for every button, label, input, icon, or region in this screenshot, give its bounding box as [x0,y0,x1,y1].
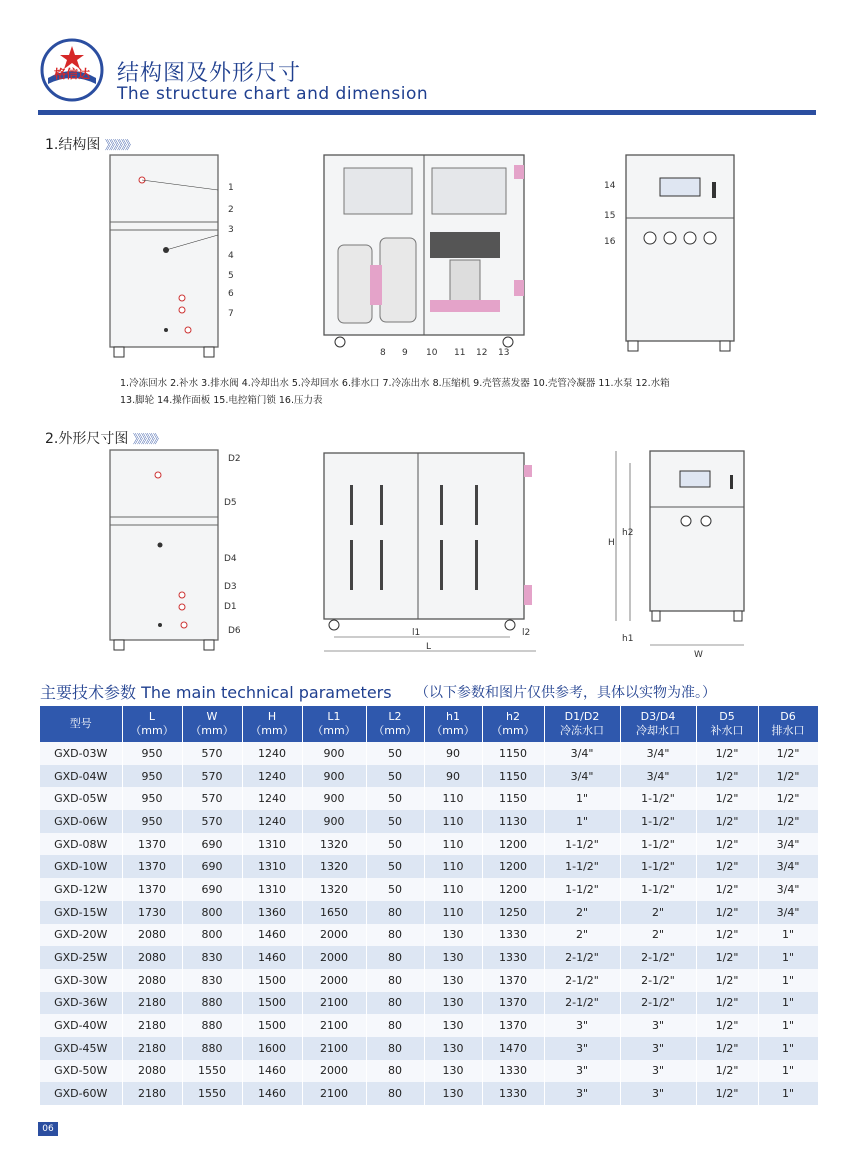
svg-text:h1: h1 [622,634,634,644]
table-cell: 1" [758,946,818,969]
table-cell: 2180 [122,992,182,1015]
legend-line-2: 13.脚轮 14.操作面板 15.电控箱门锁 16.压力表 [120,395,323,406]
table-cell: 800 [182,901,242,924]
table-cell: 1500 [242,969,302,992]
column-header: D6 排水口 [758,706,818,742]
table-cell: 1600 [242,1037,302,1060]
table-cell: 110 [424,878,482,901]
table-cell: 950 [122,787,182,810]
table-cell: 1240 [242,810,302,833]
table-cell: 1/2" [696,878,758,901]
table-cell: 1150 [482,742,544,765]
structure-internal-view [320,150,540,365]
svg-text:D2: D2 [228,454,241,464]
column-header: L1 （mm） [302,706,366,742]
table-cell: 80 [366,1082,424,1105]
svg-text:D1: D1 [224,602,237,612]
table-cell: 2-1/2" [544,946,620,969]
table-cell: 110 [424,787,482,810]
dimension-front-doors-view [320,445,550,660]
table-cell: 2000 [302,924,366,947]
model-cell: GXD-15W [40,901,122,924]
table-cell: 900 [302,810,366,833]
table-cell: 1" [758,1060,818,1083]
section2-label: 2.外形尺寸图 》》》》》》 [45,431,163,447]
table-cell: 1-1/2" [620,833,696,856]
table-row [40,969,818,992]
table-cell: 1330 [482,946,544,969]
section1-label: 1.结构图 》》》》》》 [45,137,135,153]
svg-text:D5: D5 [224,498,237,508]
table-cell: 1" [758,992,818,1015]
table-cell: 80 [366,1060,424,1083]
table-row [40,946,818,969]
table-cell: 690 [182,855,242,878]
table-cell: 1460 [242,1060,302,1083]
table-cell: 1460 [242,946,302,969]
model-cell: GXD-50W [40,1060,122,1083]
table-cell: 1250 [482,901,544,924]
table-cell: 130 [424,924,482,947]
table-cell: 1500 [242,992,302,1015]
table-cell: 1" [544,810,620,833]
table-cell: 1" [544,787,620,810]
model-cell: GXD-10W [40,855,122,878]
table-cell: 950 [122,810,182,833]
table-cell: 1370 [482,969,544,992]
dimension-side-view [600,445,760,660]
table-cell: 1/2" [696,1037,758,1060]
table-cell: 130 [424,992,482,1015]
svg-text:16: 16 [604,237,616,247]
table-cell: 3" [544,1082,620,1105]
table-cell: 1550 [182,1082,242,1105]
table-cell: 3" [620,1014,696,1037]
table-cell: 80 [366,1014,424,1037]
table-cell: 1330 [482,924,544,947]
table-cell: 1730 [122,901,182,924]
table-cell: 110 [424,855,482,878]
table-cell: 1/2" [696,1014,758,1037]
table-cell: 3/4" [620,765,696,788]
table-cell: 1370 [122,833,182,856]
svg-text:D6: D6 [228,626,241,636]
table-cell: 1650 [302,901,366,924]
table-cell: 900 [302,742,366,765]
model-cell: GXD-12W [40,878,122,901]
svg-text:5: 5 [228,271,234,281]
table-cell: 80 [366,969,424,992]
page-number: 06 [38,1122,58,1136]
table-row [40,833,818,856]
table-cell: 3/4" [544,742,620,765]
table-cell: 1/2" [758,787,818,810]
table-cell: 1" [758,1014,818,1037]
table-cell: 3" [620,1082,696,1105]
table-cell: 1320 [302,878,366,901]
table-cell: 1/2" [696,810,758,833]
model-cell: GXD-20W [40,924,122,947]
table-cell: 1/2" [696,946,758,969]
table-cell: 3/4" [758,878,818,901]
table-cell: 1-1/2" [544,855,620,878]
model-cell: GXD-60W [40,1082,122,1105]
table-cell: 1200 [482,833,544,856]
svg-text:D3: D3 [224,582,237,592]
table-cell: 2100 [302,1037,366,1060]
table-cell: 110 [424,901,482,924]
legend-line-1: 1.冷冻回水 2.补水 3.排水阀 4.冷却出水 5.冷却回水 6.排水口 7.冷冻出水 8.压缩机 9.壳管蒸发器 10.壳管冷凝器 11.水泵 12.水箱 [120,378,670,389]
table-cell: 3/4" [758,855,818,878]
page-title-cn: 结构图及外形尺寸 [117,61,302,86]
table-cell: 1/2" [696,833,758,856]
company-logo [40,38,104,102]
table-cell: 1/2" [696,787,758,810]
column-header: L2 （mm） [366,706,424,742]
table-cell: 2" [620,924,696,947]
table-cell: 1370 [482,992,544,1015]
table-cell: 2" [544,901,620,924]
table-cell: 1" [758,1082,818,1105]
table-cell: 690 [182,878,242,901]
table-cell: 1500 [242,1014,302,1037]
table-cell: 3" [544,1037,620,1060]
table-cell: 130 [424,1037,482,1060]
table-cell: 1-1/2" [544,833,620,856]
table-cell: 1360 [242,901,302,924]
table-cell: 1470 [482,1037,544,1060]
table-cell: 2180 [122,1014,182,1037]
header-rule [38,110,816,115]
table-cell: 1330 [482,1082,544,1105]
component-legend [120,375,760,409]
table-header-row [40,706,818,742]
model-cell: GXD-03W [40,742,122,765]
table-cell: 3" [620,1060,696,1083]
table-cell: 1-1/2" [544,878,620,901]
svg-text:1: 1 [228,183,234,193]
table-cell: 1310 [242,878,302,901]
table-cell: 1/2" [696,742,758,765]
column-header: D5 补水口 [696,706,758,742]
svg-text:9: 9 [402,348,408,358]
table-row [40,924,818,947]
model-cell: GXD-06W [40,810,122,833]
svg-text:L: L [426,642,432,652]
svg-text:14: 14 [604,181,616,191]
column-header: h2 （mm） [482,706,544,742]
table-cell: 1370 [122,855,182,878]
page-title-en: The structure chart and dimension [117,84,429,104]
table-cell: 2-1/2" [544,969,620,992]
table-cell: 50 [366,742,424,765]
table-row [40,765,818,788]
svg-text:8: 8 [380,348,386,358]
table-cell: 1/2" [696,855,758,878]
svg-text:10: 10 [426,348,438,358]
structure-side-view [600,150,750,365]
table-cell: 2180 [122,1082,182,1105]
table-cell: 1310 [242,855,302,878]
column-header: 型号 [40,706,122,742]
column-header: h1 （mm） [424,706,482,742]
table-cell: 2180 [122,1037,182,1060]
table-cell: 2100 [302,1082,366,1105]
table-cell: 2080 [122,1060,182,1083]
table-cell: 3" [544,1014,620,1037]
table-cell: 800 [182,924,242,947]
table-cell: 2080 [122,924,182,947]
table-cell: 1320 [302,855,366,878]
svg-text:7: 7 [228,309,234,319]
table-cell: 900 [302,787,366,810]
table-cell: 1550 [182,1060,242,1083]
table-row [40,810,818,833]
table-cell: 1" [758,969,818,992]
table-cell: 1/2" [696,901,758,924]
table-cell: 2-1/2" [620,992,696,1015]
spec-table [40,706,819,1105]
table-cell: 1/2" [758,742,818,765]
table-cell: 880 [182,1037,242,1060]
table-cell: 1/2" [696,765,758,788]
table-cell: 3/4" [758,833,818,856]
table-cell: 1150 [482,787,544,810]
table-row [40,787,818,810]
table-cell: 3/4" [620,742,696,765]
table-cell: 3" [620,1037,696,1060]
table-cell: 1460 [242,1082,302,1105]
model-cell: GXD-40W [40,1014,122,1037]
svg-text:4: 4 [228,251,234,261]
table-cell: 2000 [302,946,366,969]
table-cell: 880 [182,1014,242,1037]
table-cell: 690 [182,833,242,856]
table-cell: 1240 [242,787,302,810]
table-row [40,1037,818,1060]
table-cell: 1/2" [758,765,818,788]
table-cell: 1130 [482,810,544,833]
table-cell: 1310 [242,833,302,856]
table-cell: 130 [424,969,482,992]
table-cell: 570 [182,742,242,765]
table-cell: 900 [302,765,366,788]
table-cell: 2080 [122,969,182,992]
params-note: （以下参数和图片仅供参考，具体以实物为准。） [415,685,716,701]
table-cell: 1/2" [696,924,758,947]
table-cell: 1200 [482,855,544,878]
svg-text:l1: l1 [412,628,421,638]
table-cell: 570 [182,765,242,788]
table-cell: 2100 [302,1014,366,1037]
table-cell: 1-1/2" [620,878,696,901]
table-cell: 830 [182,946,242,969]
table-cell: 1/2" [696,992,758,1015]
table-cell: 1/2" [758,810,818,833]
column-header: W （mm） [182,706,242,742]
model-cell: GXD-08W [40,833,122,856]
table-cell: 1/2" [696,969,758,992]
table-row [40,1014,818,1037]
table-cell: 3" [544,1060,620,1083]
model-cell: GXD-45W [40,1037,122,1060]
table-row [40,992,818,1015]
table-cell: 1-1/2" [620,810,696,833]
table-cell: 80 [366,1037,424,1060]
table-cell: 1200 [482,878,544,901]
svg-text:2: 2 [228,205,234,215]
table-cell: 1" [758,924,818,947]
svg-text:13: 13 [498,348,510,358]
table-cell: 110 [424,810,482,833]
table-cell: 130 [424,946,482,969]
svg-text:l2: l2 [522,628,531,638]
model-cell: GXD-36W [40,992,122,1015]
table-cell: 880 [182,992,242,1015]
table-row [40,1060,818,1083]
svg-text:15: 15 [604,211,616,221]
table-cell: 2000 [302,1060,366,1083]
table-cell: 950 [122,765,182,788]
table-cell: 1460 [242,924,302,947]
table-cell: 3/4" [544,765,620,788]
table-cell: 1" [758,1037,818,1060]
table-cell: 80 [366,901,424,924]
table-cell: 50 [366,833,424,856]
table-cell: 80 [366,924,424,947]
table-cell: 830 [182,969,242,992]
table-cell: 130 [424,1060,482,1083]
table-cell: 1240 [242,765,302,788]
svg-text:12: 12 [476,348,488,358]
table-cell: 2-1/2" [544,992,620,1015]
table-cell: 80 [366,946,424,969]
column-header: D3/D4 冷却水口 [620,706,696,742]
table-cell: 110 [424,833,482,856]
table-cell: 2000 [302,969,366,992]
table-cell: 1-1/2" [620,855,696,878]
table-cell: 90 [424,742,482,765]
model-cell: GXD-30W [40,969,122,992]
table-cell: 90 [424,765,482,788]
table-cell: 1/2" [696,1082,758,1105]
table-cell: 2" [544,924,620,947]
section1-arrows: 》》》》》》 [104,138,135,152]
table-cell: 2" [620,901,696,924]
table-cell: 50 [366,765,424,788]
model-cell: GXD-25W [40,946,122,969]
svg-text:11: 11 [454,348,466,358]
table-cell: 1150 [482,765,544,788]
table-row [40,742,818,765]
table-cell: 50 [366,855,424,878]
table-row [40,901,818,924]
table-row [40,1082,818,1105]
table-cell: 1240 [242,742,302,765]
table-cell: 950 [122,742,182,765]
table-cell: 1/2" [696,1060,758,1083]
table-cell: 80 [366,992,424,1015]
svg-text:W: W [694,650,703,660]
logo-text: 格信达 [53,67,91,81]
section2-arrows: 》》》》》》 [132,432,163,446]
table-cell: 1370 [482,1014,544,1037]
table-row [40,878,818,901]
table-cell: 1320 [302,833,366,856]
table-cell: 1370 [122,878,182,901]
svg-text:6: 6 [228,289,234,299]
table-cell: 2-1/2" [620,946,696,969]
structure-front-view [100,150,260,365]
svg-text:H: H [608,538,615,548]
params-title: 主要技术参数 The main technical parameters [40,683,392,702]
table-cell: 130 [424,1082,482,1105]
dimension-front-view [100,445,260,660]
svg-text:D4: D4 [224,554,237,564]
model-cell: GXD-05W [40,787,122,810]
table-cell: 570 [182,810,242,833]
column-header: H （mm） [242,706,302,742]
table-cell: 3/4" [758,901,818,924]
table-cell: 1-1/2" [620,787,696,810]
column-header: D1/D2 冷冻水口 [544,706,620,742]
table-cell: 50 [366,787,424,810]
table-cell: 50 [366,810,424,833]
column-header: L （mm） [122,706,182,742]
svg-text:3: 3 [228,225,234,235]
table-cell: 2-1/2" [620,969,696,992]
table-cell: 570 [182,787,242,810]
table-cell: 2080 [122,946,182,969]
table-cell: 130 [424,1014,482,1037]
table-cell: 50 [366,878,424,901]
model-cell: GXD-04W [40,765,122,788]
table-cell: 1330 [482,1060,544,1083]
table-row [40,855,818,878]
table-cell: 2100 [302,992,366,1015]
svg-text:h2: h2 [622,528,634,538]
